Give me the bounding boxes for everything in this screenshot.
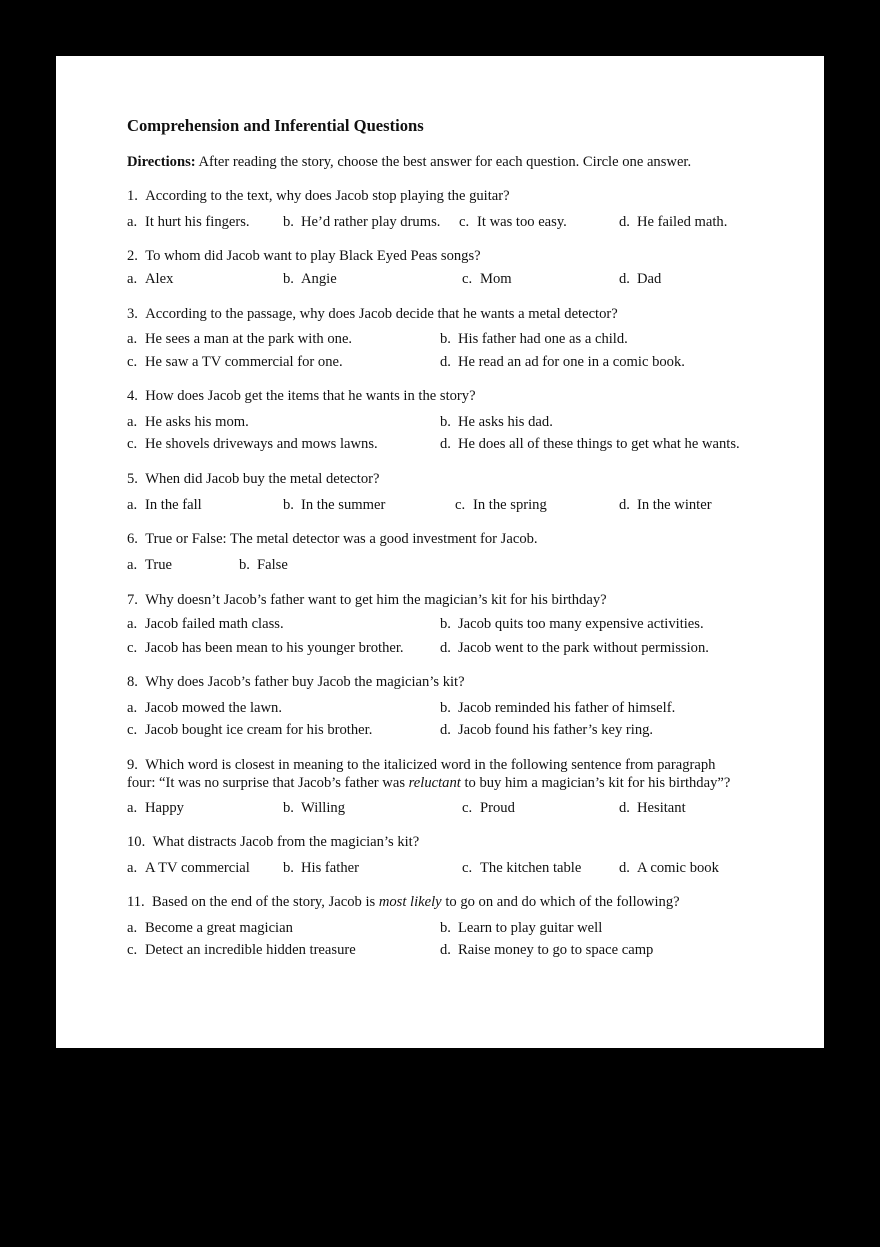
option-text: Jacob has been mean to his younger brother. <box>145 640 404 656</box>
option-10c[interactable] <box>462 859 581 877</box>
question-number: 10. <box>127 834 146 850</box>
option-letter: c. <box>455 497 466 513</box>
option-9b[interactable] <box>283 799 345 817</box>
option-7b[interactable] <box>440 615 704 633</box>
option-text: Hesitant <box>637 800 686 816</box>
option-7d[interactable] <box>440 639 709 657</box>
option-4a[interactable] <box>127 413 249 431</box>
option-11b[interactable] <box>440 919 602 937</box>
option-text: Raise money to go to space camp <box>458 942 654 958</box>
option-10a[interactable] <box>127 859 250 877</box>
option-letter: c. <box>127 942 138 958</box>
question-text: four: “It was no surprise that Jacob’s father was <box>127 775 409 791</box>
question-2 <box>127 247 481 265</box>
question-7 <box>127 591 607 609</box>
question-text: According to the text, why does Jacob stop playing the guitar? <box>145 188 510 204</box>
option-letter: b. <box>283 271 294 287</box>
option-3a[interactable] <box>127 330 352 348</box>
question-text: Why doesn’t Jacob’s father want to get him the magician’s kit for his birthday? <box>145 592 607 608</box>
option-8a[interactable] <box>127 699 282 717</box>
question-number: 6. <box>127 531 138 547</box>
option-letter: d. <box>440 722 451 738</box>
option-text: In the winter <box>637 497 712 513</box>
option-text: He failed math. <box>637 214 728 230</box>
option-text: Become a great magician <box>145 920 293 936</box>
question-text: to buy him a magician’s kit for his birthday”? <box>460 775 731 791</box>
option-letter: d. <box>619 860 630 876</box>
option-letter: c. <box>127 354 138 370</box>
option-letter: b. <box>440 616 451 632</box>
question-number: 5. <box>127 471 138 487</box>
option-letter: a. <box>127 557 138 573</box>
question-number: 1. <box>127 188 138 204</box>
question-text: According to the passage, why does Jacob decide that he wants a metal detector? <box>145 306 618 322</box>
question-text: To whom did Jacob want to play Black Eyed Peas songs? <box>145 248 481 264</box>
option-text: Learn to play guitar well <box>458 920 603 936</box>
option-4d[interactable] <box>440 435 740 453</box>
option-letter: d. <box>619 800 630 816</box>
option-letter: c. <box>462 800 473 816</box>
option-letter: b. <box>440 700 451 716</box>
option-11a[interactable] <box>127 919 293 937</box>
question-text: Why does Jacob’s father buy Jacob the magician’s kit? <box>145 674 465 690</box>
option-text: He does all of these things to get what he wants. <box>458 436 740 452</box>
option-text: Willing <box>301 800 346 816</box>
question-text: When did Jacob buy the metal detector? <box>145 471 380 487</box>
option-2a[interactable] <box>127 270 173 288</box>
option-8c[interactable] <box>127 721 372 739</box>
question-11 <box>127 893 680 911</box>
option-letter: c. <box>127 722 138 738</box>
option-5a[interactable] <box>127 496 202 514</box>
question-10 <box>127 833 419 851</box>
option-text: Jacob went to the park without permission. <box>458 640 709 656</box>
question-text: True or False: The metal detector was a good investment for Jacob. <box>145 531 538 547</box>
directions <box>127 153 691 171</box>
option-text: He’d rather play drums. <box>301 214 441 230</box>
option-letter: b. <box>440 920 451 936</box>
question-number: 3. <box>127 306 138 322</box>
option-text: Dad <box>637 271 662 287</box>
option-letter: a. <box>127 920 138 936</box>
option-letter: a. <box>127 800 138 816</box>
option-text: His father had one as a child. <box>458 331 628 347</box>
option-text: False <box>257 557 288 573</box>
option-letter: a. <box>127 214 138 230</box>
question-number: 9. <box>127 757 138 773</box>
option-1a[interactable] <box>127 213 250 231</box>
page-title: Comprehension and Inferential Questions <box>127 116 424 135</box>
option-text: He shovels driveways and mows lawns. <box>145 436 378 452</box>
option-text: Detect an incredible hidden treasure <box>145 942 356 958</box>
option-letter: b. <box>239 557 250 573</box>
option-1c[interactable] <box>459 213 567 231</box>
option-text: Happy <box>145 800 184 816</box>
question-number: 2. <box>127 248 138 264</box>
option-text: He sees a man at the park with one. <box>145 331 353 347</box>
option-9a[interactable] <box>127 799 184 817</box>
option-10d[interactable] <box>619 859 719 877</box>
option-2c[interactable] <box>462 270 512 288</box>
option-text: The kitchen table <box>480 860 582 876</box>
question-text: How does Jacob get the items that he wants in the story? <box>145 388 476 404</box>
option-letter: c. <box>459 214 470 230</box>
option-4c[interactable] <box>127 435 378 453</box>
option-text: Angie <box>301 271 337 287</box>
option-letter: b. <box>283 800 294 816</box>
option-text: In the spring <box>473 497 547 513</box>
option-1b[interactable] <box>283 213 440 231</box>
option-text: Proud <box>480 800 515 816</box>
option-5b[interactable] <box>283 496 385 514</box>
option-text: Alex <box>145 271 174 287</box>
option-text: Jacob found his father’s key ring. <box>458 722 654 738</box>
question-text: Based on the end of the story, Jacob is <box>152 894 379 910</box>
option-3d[interactable] <box>440 353 685 371</box>
option-letter: a. <box>127 271 138 287</box>
option-text: It hurt his fingers. <box>145 214 250 230</box>
option-8b[interactable] <box>440 699 675 717</box>
option-text: Jacob quits too many expensive activities. <box>458 616 704 632</box>
question-1 <box>127 187 510 205</box>
option-letter: a. <box>127 331 138 347</box>
option-text: His father <box>301 860 359 876</box>
option-letter: c. <box>127 640 138 656</box>
question-3 <box>127 305 618 323</box>
option-8d[interactable] <box>440 721 653 739</box>
question-8 <box>127 673 465 691</box>
option-letter: b. <box>283 860 294 876</box>
option-letter: d. <box>440 942 451 958</box>
option-9d[interactable] <box>619 799 686 817</box>
option-10b[interactable] <box>283 859 359 877</box>
option-2d[interactable] <box>619 270 661 288</box>
question-5 <box>127 470 379 488</box>
option-text: He saw a TV commercial for one. <box>145 354 343 370</box>
italicized-word: reluctant <box>408 775 461 791</box>
option-text: Jacob failed math class. <box>145 616 284 632</box>
option-letter: b. <box>440 414 451 430</box>
question-text: Which word is closest in meaning to the italicized word in the following sentence from paragraph <box>145 757 716 773</box>
question-number: 7. <box>127 592 138 608</box>
option-text: Jacob bought ice cream for his brother. <box>145 722 373 738</box>
option-11d[interactable] <box>440 941 653 959</box>
option-text: He asks his mom. <box>145 414 249 430</box>
question-number: 4. <box>127 388 138 404</box>
option-letter: c. <box>462 860 473 876</box>
question-9-line-2 <box>127 774 730 792</box>
option-letter: d. <box>619 271 630 287</box>
directions-label: Directions: <box>127 154 196 170</box>
option-5c[interactable] <box>455 496 547 514</box>
option-3c[interactable] <box>127 353 343 371</box>
option-letter: a. <box>127 497 138 513</box>
option-7c[interactable] <box>127 639 404 657</box>
option-text: Jacob mowed the lawn. <box>145 700 282 716</box>
option-1d[interactable] <box>619 213 727 231</box>
option-3b[interactable] <box>440 330 628 348</box>
option-letter: d. <box>440 640 451 656</box>
option-letter: d. <box>440 354 451 370</box>
option-letter: b. <box>283 497 294 513</box>
option-9c[interactable] <box>462 799 515 817</box>
option-11c[interactable] <box>127 941 356 959</box>
option-letter: c. <box>462 271 473 287</box>
option-letter: c. <box>127 436 138 452</box>
option-text: A TV commercial <box>145 860 250 876</box>
option-2b[interactable] <box>283 270 337 288</box>
option-text: A comic book <box>637 860 719 876</box>
option-text: Mom <box>480 271 512 287</box>
option-letter: b. <box>440 331 451 347</box>
question-6 <box>127 530 538 548</box>
option-letter: a. <box>127 414 138 430</box>
option-text: True <box>145 557 173 573</box>
question-number: 11. <box>127 894 145 910</box>
option-text: Jacob reminded his father of himself. <box>458 700 676 716</box>
option-7a[interactable] <box>127 615 284 633</box>
option-letter: b. <box>283 214 294 230</box>
option-letter: d. <box>440 436 451 452</box>
option-text: It was too easy. <box>477 214 567 230</box>
question-number: 8. <box>127 674 138 690</box>
option-4b[interactable] <box>440 413 553 431</box>
option-text: He asks his dad. <box>458 414 553 430</box>
option-5d[interactable] <box>619 496 712 514</box>
option-6a[interactable] <box>127 556 172 574</box>
option-letter: a. <box>127 616 138 632</box>
question-text: What distracts Jacob from the magician’s kit? <box>152 834 420 850</box>
option-text: He read an ad for one in a comic book. <box>458 354 685 370</box>
option-text: In the fall <box>145 497 202 513</box>
option-text: In the summer <box>301 497 386 513</box>
directions-text: After reading the story, choose the best answer for each question. Circle one answer. <box>195 154 692 170</box>
question-text: to go on and do which of the following? <box>441 894 680 910</box>
option-letter: a. <box>127 860 138 876</box>
question-4 <box>127 387 476 405</box>
italicized-phrase: most likely <box>378 894 442 910</box>
option-letter: d. <box>619 214 630 230</box>
option-6b[interactable] <box>239 556 288 574</box>
question-9-line-1 <box>127 756 715 774</box>
option-letter: a. <box>127 700 138 716</box>
option-letter: d. <box>619 497 630 513</box>
